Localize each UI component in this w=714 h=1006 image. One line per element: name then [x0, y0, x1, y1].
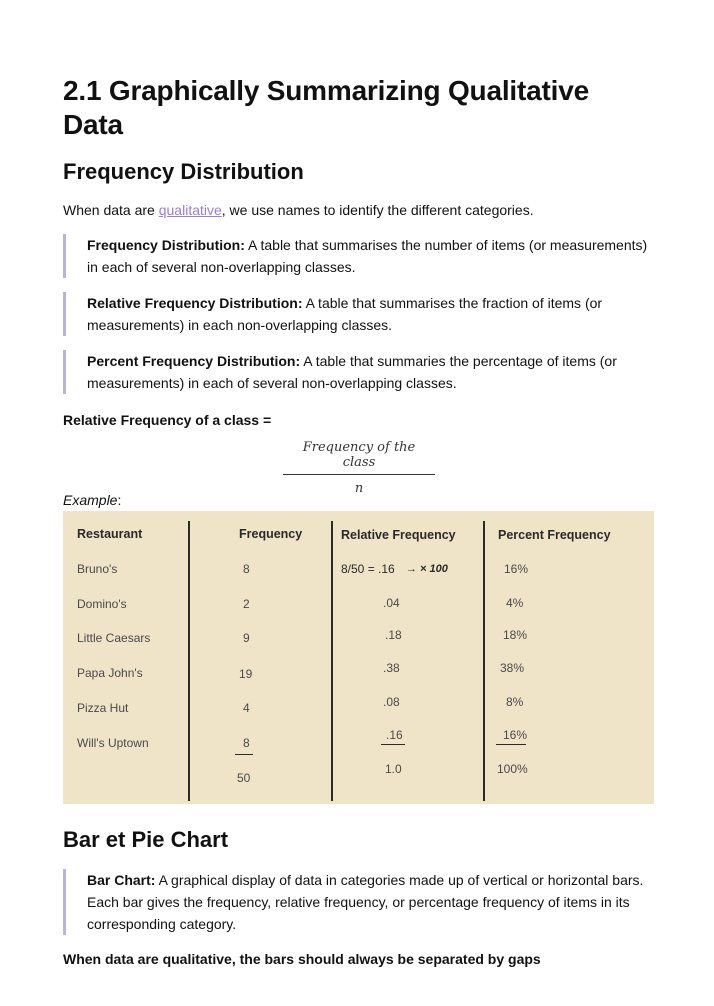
- table-cell-relative: .08: [383, 695, 400, 709]
- definition-term: Frequency Distribution:: [87, 237, 245, 253]
- table-cell-frequency: 2: [243, 597, 250, 611]
- table-cell-relative: 8/50 = .16: [341, 562, 395, 576]
- table-cell-percent: 18%: [503, 628, 528, 642]
- table-cell-frequency: 8: [243, 562, 250, 576]
- table-cell-restaurant: Bruno's: [77, 562, 118, 576]
- table-cell-restaurant: Papa John's: [77, 666, 143, 680]
- header-relative-frequency: Relative Frequency: [341, 528, 456, 542]
- table-divider: [483, 521, 485, 801]
- intro-text-before: When data are: [63, 202, 159, 218]
- table-cell-relative: .16: [386, 728, 403, 742]
- definition-term: Percent Frequency Distribution:: [87, 353, 301, 369]
- table-cell-percent: 16%: [503, 728, 528, 742]
- definition-relative-frequency-distribution: [63, 292, 655, 336]
- table-total-relative: 1.0: [385, 762, 402, 776]
- definition-bar-chart: [63, 869, 655, 935]
- section-heading-bar-pie-chart: Bar et Pie Chart: [63, 827, 229, 852]
- table-cell-frequency: 8: [243, 736, 250, 750]
- sum-underline: [235, 754, 253, 755]
- table-cell-restaurant: Little Caesars: [77, 631, 151, 645]
- formula-numerator: Frequency of the class: [283, 440, 435, 475]
- table-cell-percent: 4%: [506, 596, 524, 610]
- table-total-frequency: 50: [237, 771, 251, 785]
- definition-term: Bar Chart:: [87, 872, 156, 888]
- table-cell-restaurant: Pizza Hut: [77, 701, 129, 715]
- closing-statement: When data are qualitative, the bars should always be separated by gaps: [63, 951, 541, 967]
- table-divider: [331, 521, 333, 801]
- example-label: Example:: [63, 492, 122, 508]
- definition-frequency-distribution: [63, 234, 655, 278]
- table-cell-frequency: 4: [243, 701, 250, 715]
- table-cell-relative: .38: [383, 661, 400, 675]
- definition-text: A table that summaries the percentage of items (or measurements) in each of several non-overlapping classes.: [87, 353, 617, 391]
- formula-denominator: n: [354, 481, 364, 496]
- header-percent-frequency: Percent Frequency: [498, 528, 611, 542]
- definition-percent-frequency-distribution: [63, 350, 655, 394]
- definition-text: A graphical display of data in categories made up of vertical or horizontal bars. Each bar gives the frequency, relative frequency, or percentage frequency of items in its corresponding category.: [87, 872, 644, 932]
- table-cell-frequency: 9: [243, 631, 250, 645]
- relative-frequency-formula: [283, 440, 435, 496]
- table-total-percent: 100%: [497, 762, 528, 776]
- table-cell-percent: 16%: [504, 562, 529, 576]
- table-cell-restaurant: Domino's: [77, 597, 127, 611]
- formula-label: Relative Frequency of a class =: [63, 412, 272, 428]
- header-restaurant: Restaurant: [77, 527, 143, 541]
- table-cell-percent: 8%: [506, 695, 524, 709]
- table-cell-relative: .04: [383, 596, 400, 610]
- intro-paragraph: [63, 199, 655, 221]
- table-cell-frequency: 19: [239, 667, 253, 681]
- table-cell-percent: 38%: [500, 661, 525, 675]
- table-cell-restaurant: Will's Uptown: [77, 736, 149, 750]
- definition-term: Relative Frequency Distribution:: [87, 295, 303, 311]
- definition-text: A table that summarises the fraction of items (or measurements) in each non-overlapping classes.: [87, 295, 603, 333]
- section-heading-frequency-distribution: Frequency Distribution: [63, 159, 304, 184]
- header-frequency: Frequency: [239, 527, 303, 541]
- definition-text: A table that summarises the number of items (or measurements) in each of several non-overlapping classes.: [87, 237, 648, 275]
- sum-underline: [496, 744, 526, 745]
- table-divider: [188, 521, 190, 801]
- table-cell-relative: .18: [385, 628, 402, 642]
- intro-text-after: , we use names to identify the different categories.: [221, 202, 534, 218]
- example-table-image: [63, 511, 654, 804]
- handwritten-note: → × 100: [406, 563, 448, 575]
- page-title: 2.1 Graphically Summarizing Qualitative Data: [63, 75, 589, 140]
- qualitative-link[interactable]: qualitative: [158, 202, 222, 218]
- sum-underline: [381, 744, 405, 745]
